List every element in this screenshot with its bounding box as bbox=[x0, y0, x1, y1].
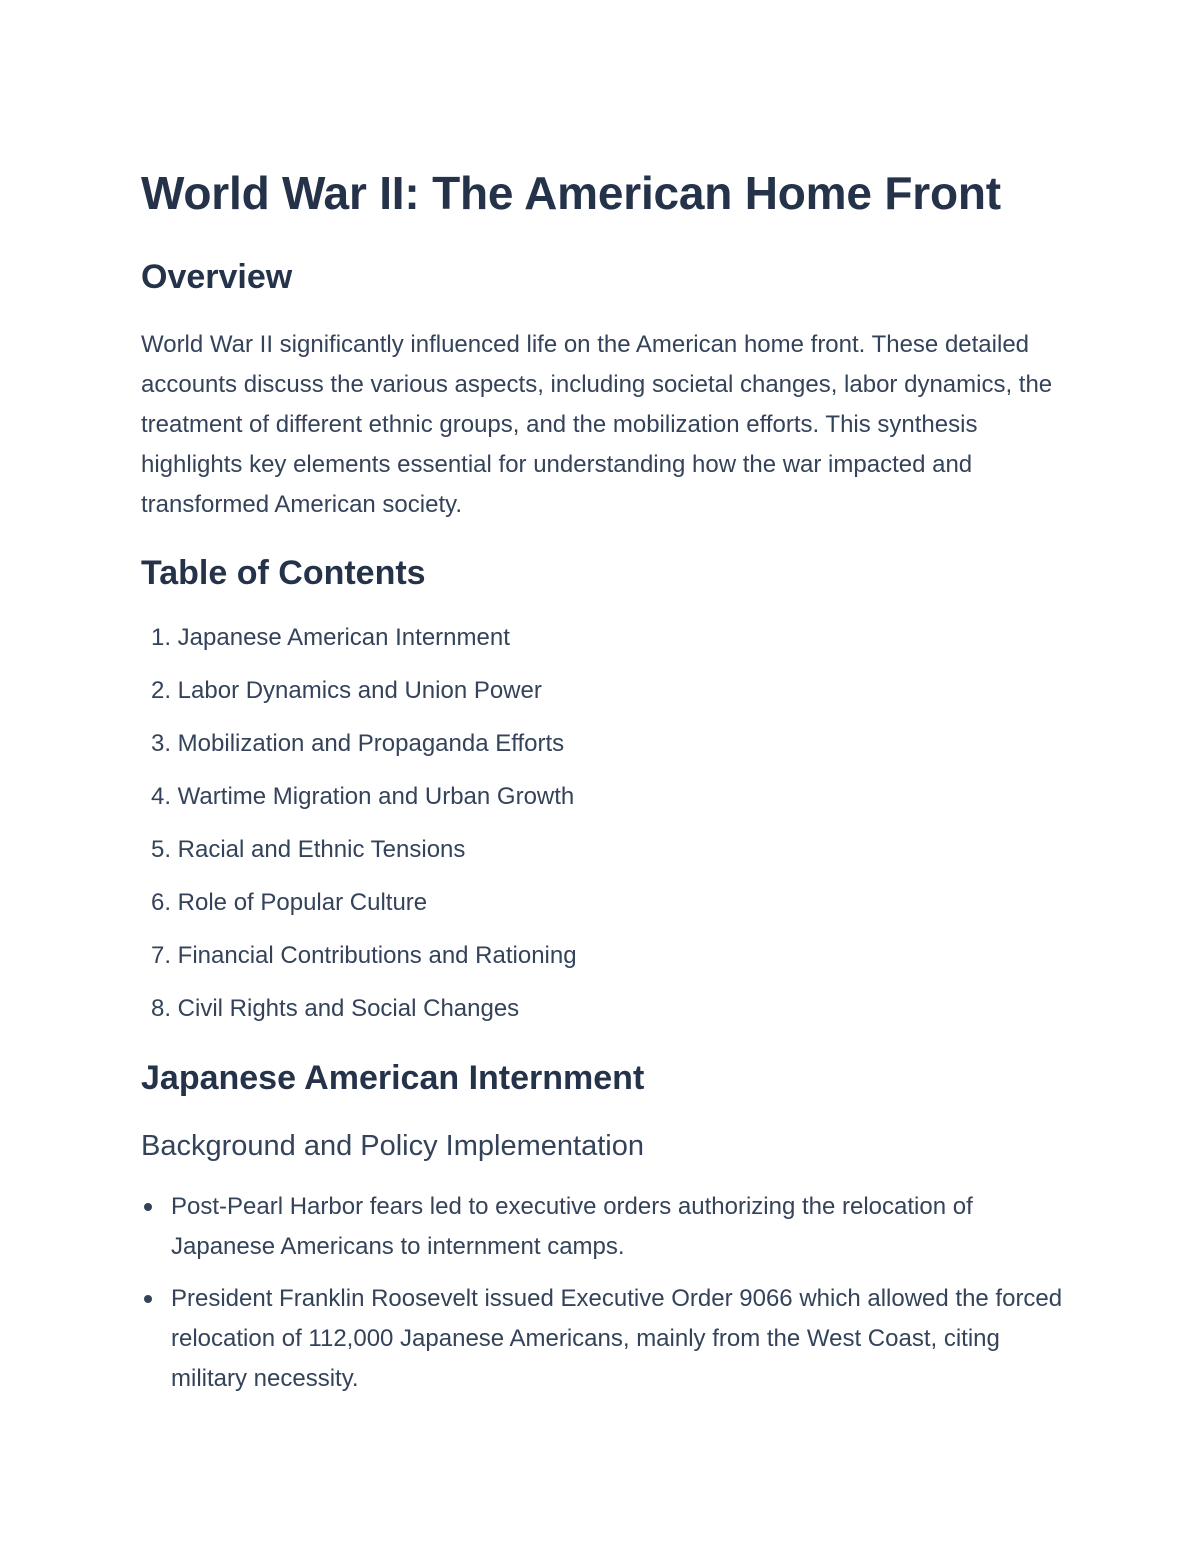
toc-item[interactable]: 6. Role of Popular Culture bbox=[150, 889, 428, 916]
table-of-contents bbox=[141, 620, 577, 1044]
overview-paragraph: World War II significantly influenced life on the American home front. These detailed accounts discuss the various aspects, including societal changes, labor dynamics, the treatment of different ethnic groups, and the mobilization efforts. This synthesis highlights key elements essential for understanding how the war impacted and transformed American society. bbox=[141, 331, 1053, 518]
toc-item[interactable]: 4. Wartime Migration and Urban Growth bbox=[150, 783, 575, 810]
list-item: President Franklin Roosevelt issued Executive Order 9066 which allowed the forced relocation of 112,000 Japanese Americans, mainly from the West Coast, citing military necessity. bbox=[141, 1279, 1081, 1399]
bullet-icon bbox=[144, 1295, 152, 1303]
toc-item[interactable]: 7. Financial Contributions and Rationing bbox=[150, 942, 577, 969]
subsection-heading: Background and Policy Implementation bbox=[141, 1130, 644, 1162]
bullet-list bbox=[141, 1187, 1081, 1411]
document-title: World War II: The American Home Front bbox=[141, 167, 1001, 219]
section-heading-internment: Japanese American Internment bbox=[141, 1059, 645, 1097]
toc-item[interactable]: 3. Mobilization and Propaganda Efforts bbox=[150, 730, 565, 757]
toc-item[interactable]: 5. Racial and Ethnic Tensions bbox=[150, 836, 466, 863]
toc-item[interactable]: 2. Labor Dynamics and Union Power bbox=[150, 677, 542, 704]
bullet-icon bbox=[144, 1203, 152, 1211]
toc-item[interactable]: 1. Japanese American Internment bbox=[150, 624, 510, 651]
overview-heading: Overview bbox=[141, 258, 293, 296]
toc-item[interactable]: 8. Civil Rights and Social Changes bbox=[150, 995, 520, 1022]
list-item: Post-Pearl Harbor fears led to executive orders authorizing the relocation of Japanese Americans to internment camps. bbox=[141, 1187, 1081, 1267]
toc-heading: Table of Contents bbox=[141, 554, 426, 592]
